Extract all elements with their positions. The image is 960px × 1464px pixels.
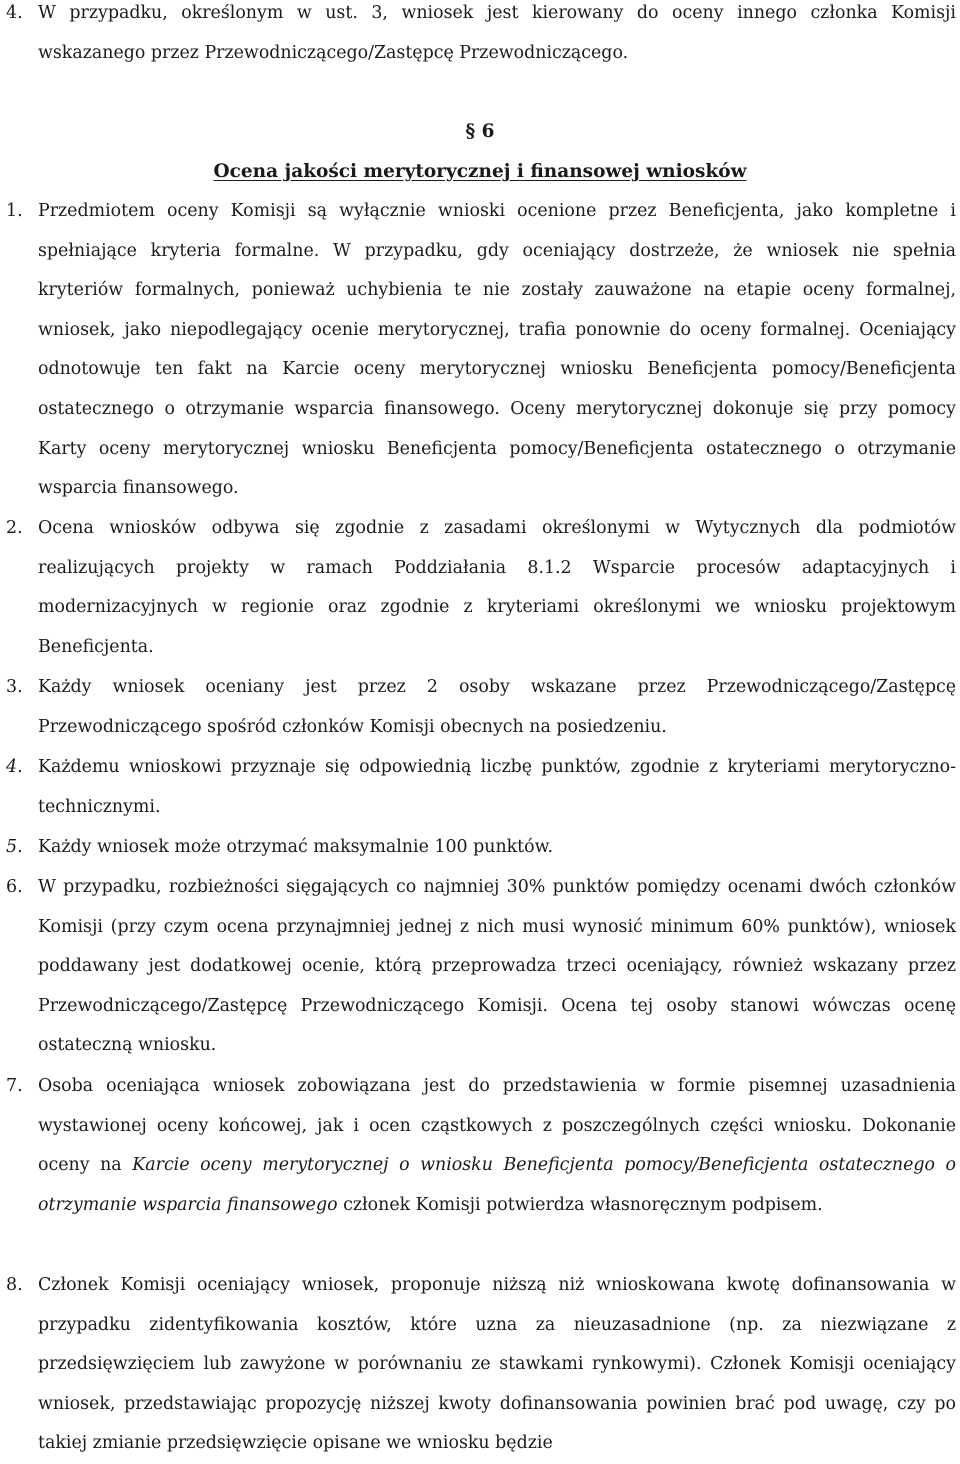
list-item-prev-4 (6, 0, 956, 73)
list-item-number: 4. (6, 757, 23, 777)
list-item-text: Każdy wniosek oceniany jest przez 2 osoby wskazane przez Przewodniczącego/Zastępcę Przewodniczącego spośród członków Komisji obecnych na posiedzeniu. (38, 677, 956, 737)
list-item-number: 1. (6, 201, 23, 221)
list-item-number: 4. (6, 3, 23, 23)
list-item-text (38, 1067, 956, 1225)
list-item-text: Przedmiotem oceny Komisji są wyłącznie wnioski ocenione przez Beneficjenta, jako kompletne i spełniające kryteria formalne. W przypadku, gdy oceniający dostrzeże, że wniosek nie spełnia kryteriów formalnych, ponieważ uchybienia te nie zostały zauważone na etapie oceny formalnej, wniosek, jako niepodlegający ocenie merytorycznej, trafia ponownie do oceny formalnej. Oceniający odnotowuje ten fakt na Karcie oceny merytorycznej wniosku Beneficjenta pomocy/Beneficjenta ostatecznego o otrzymanie wsparcia finansowego. Oceny merytorycznej dokonuje się przy pomocy Karty oceny merytorycznej wniosku Beneficjenta pomocy/Beneficjenta ostatecznego o otrzymanie wsparcia finansowego. (38, 201, 956, 499)
list-item-text: W przypadku, określonym w ust. 3, wniosek jest kierowany do oceny innego członka Komisji wskazanego przez Przewodniczącego/Zastępcę Przewodniczącego. (38, 3, 956, 63)
list-item-number: 2. (6, 518, 23, 538)
list-item-5 (6, 828, 956, 868)
card-title-italic: Karcie oceny merytorycznej o wniosku Beneficjenta pomocy/Beneficjenta ostatecznego o otrzymanie wsparcia finansowego (38, 1155, 957, 1215)
list-item-text: Każdy wniosek może otrzymać maksymalnie 100 punktów. (38, 837, 553, 857)
list-item-text: Każdemu wnioskowi przyznaje się odpowiednią liczbę punktów, zgodnie z kryteriami merytoryczno-technicznymi. (38, 757, 956, 817)
list-item-text: Członek Komisji oceniający wniosek, proponuje niższą niż wnioskowana kwotę dofinansowania w przypadku zidentyfikowania kosztów, które uzna za nieuzasadnione (np. za niezwiązane z przedsięwzięciem lub zawyżone w porównaniu ze stawkami rynkowymi). Członek Komisji oceniający wniosek, przedstawiając propozycję niższej kwoty dofinansowania powinien brać pod uwagę, czy po takiej zmianie przedsięwzięcie opisane we wniosku będzie (38, 1275, 956, 1454)
section-number: § 6 (465, 121, 495, 142)
list-item-number: 3. (6, 677, 23, 697)
list-item-text-before: Osoba oceniająca wniosek zobowiązana jest do przedstawienia w formie pisemnej uzasadnienia wystawionej oceny końcowej, jak i ocen cząstkowych z poszczególnych części wniosku. Dokonanie oceny na (38, 1076, 956, 1176)
section-title: Ocena jakości merytorycznej i finansowej wniosków (213, 161, 747, 182)
list-item-7 (6, 1067, 956, 1225)
list-item-number: 8. (6, 1275, 23, 1295)
list-item-number: 7. (6, 1076, 23, 1096)
list-item-text-after: członek Komisji potwierdza własnoręcznym podpisem. (337, 1194, 823, 1215)
list-item-text: Ocena wniosków odbywa się zgodnie z zasadami określonymi w Wytycznych dla podmiotów realizujących projekty w ramach Poddziałania 8.1.2 Wsparcie procesów adaptacyjnych i modernizacyjnych w regionie oraz zgodnie z kryteriami określonymi we wniosku projektowym Beneficjenta. (38, 518, 956, 657)
list-item-4 (6, 748, 956, 827)
list-item-number: 5. (6, 837, 23, 857)
list-item-3 (6, 668, 956, 747)
list-item-2 (6, 509, 956, 667)
list-item-8 (6, 1266, 956, 1464)
list-item-6 (6, 868, 956, 1066)
list-item-1 (6, 192, 956, 509)
list-item-number: 6. (6, 877, 23, 897)
list-item-text: W przypadku, rozbieżności sięgających co najmniej 30% punktów pomiędzy ocenami dwóch członków Komisji (przy czym ocena przynajmniej jednej z nich musi wynosić minimum 60% punktów), wniosek poddawany jest dodatkowej ocenie, którą przeprowadza trzeci oceniający, również wskazany przez Przewodniczącego/Zastępcę Przewodniczącego Komisji. Ocena tej osoby stanowi wówczas ocenę ostateczną wniosku. (38, 877, 956, 1056)
